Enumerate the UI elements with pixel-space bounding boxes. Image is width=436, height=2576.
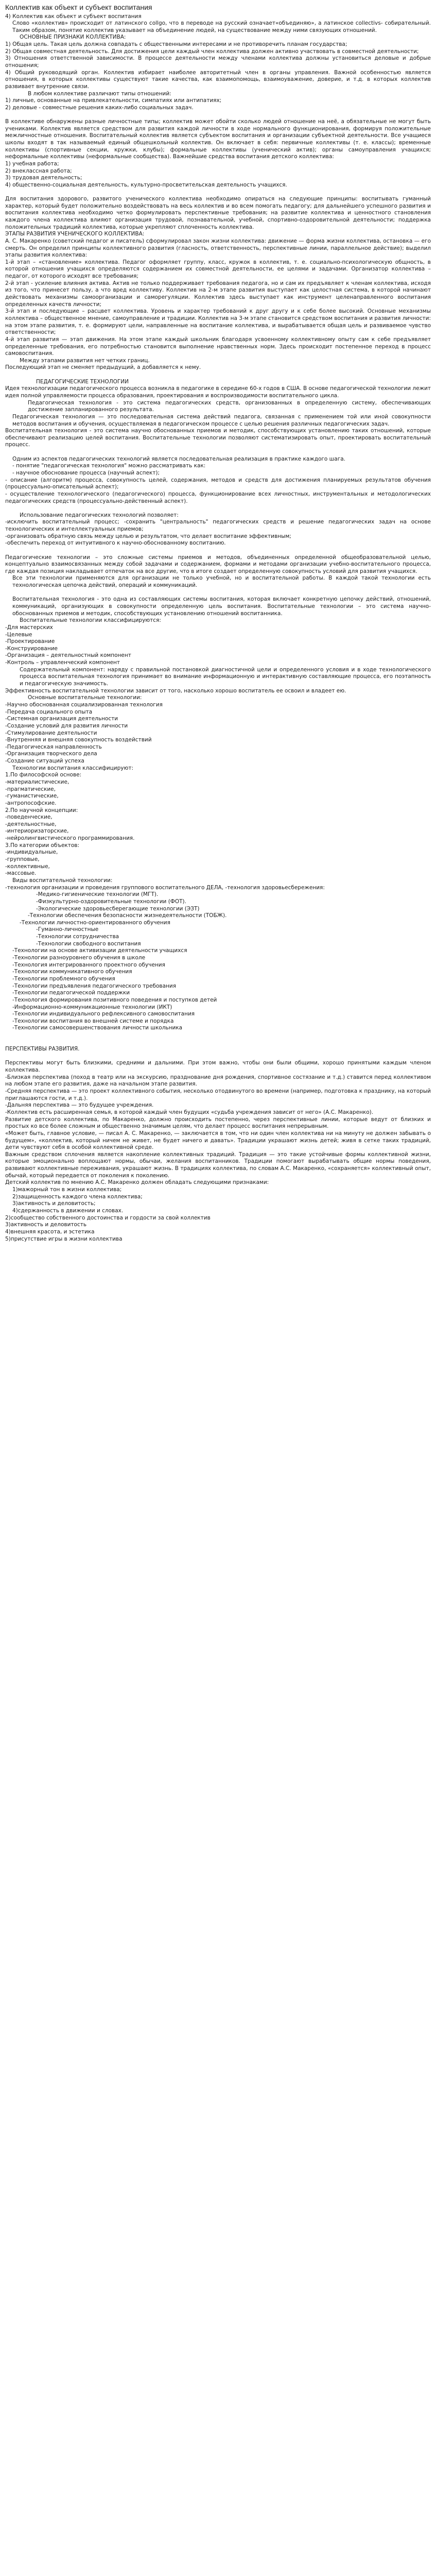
paragraph: 2)защищенность каждого члена коллектива; [12,1193,143,1200]
paragraph: Важным средством сплочения является накопление коллективных традиций. Традиция — это такие устойчивые формы коллективной жизни, которые эмоционально воплощают нормы, обычаи, желания воспитанников. Традиции помогают вырабатывать общие нормы поведения, развивают коллективные переживания, украшают жизнь. В традициях коллектива, по словам А.С. Макаренко, «сохраняется» коллективный опыт, обычай, который передается от поколения к поколению. [5,1151,431,1179]
paragraph: -интериоризаторские, [5,828,69,835]
paragraph: -Технологии самосовершенствования личности школьника [12,1025,183,1031]
paragraph: -Педагогическая направленность [5,743,102,750]
paragraph: -антропософские. [5,800,57,806]
paragraph: -Коллектив есть расширенная семья, в которой каждый член будущих «судьба учреждения зависит от него» (А.С. Макаренко). [5,1109,374,1115]
paragraph: Детский коллектив по мнению А.С. Макаренко должен обладать следующими признаками: [5,1179,269,1186]
paragraph: -материалистические, [5,779,69,785]
paragraph: Педагогические технологии – это сложные системы приемов и методов, объединенных определенной общеобразовательной целью, концептуально взаимосвязанных между собой задачами и содержанием, формами и методами организации учебно-воспитательного процесса, где каждая позиция накладывает отпечаток на все другие, что в итоге создает определенную совокупность условий для развития учащихся. [5,554,431,574]
paragraph: 4) Общий руководящий орган. Коллектив избирает наиболее авторитетный член в органы управления. Важной особенностью является отношения, в которых коллективы существуют такие качества, как взаимопомощь, взаимоуважение, доверие, и т.д. в которых коллектив развивает внутренние связи. [5,69,431,90]
paragraph: Воспитательная технология - это одна из составляющих системы воспитания, которая включает конкретную цепочку действий, отношений, коммуникаций, организующих в совокупности определенную цель воспитания. Воспитательные технологии – это система научно-обоснованных приемов и методик, способствующих установлению отношений воспитанника. [12,596,431,617]
document [0,0,436,1255]
paragraph: В любом коллективе различают типы отношений: [28,90,171,97]
paragraph: -технология организации и проведения группового воспитательного ДЕЛА, -технология здоровьесбережения: [5,884,325,891]
paragraph: -деятельностные, [5,821,57,827]
paragraph: ЭТАПЫ РАЗВИТИЯ УЧЕНИЧЕСКОГО КОЛЛЕКТИВА: [5,231,145,238]
paragraph: -Проектирование [5,638,55,645]
paragraph: ПЕДАГОГИЧЕСКИЕ ТЕХНОЛОГИИ [36,378,129,385]
paragraph: Для воспитания здорового, развитого ученического коллектива необходимо опираться на следующие принципы: воспитывать гуманный характер, который будет положительно воздействовать на весь коллектив и во всем помогать педагогу; для дальнейшего успешного развития и воспитания коллектива необходимо четко формулировать перспективные требования; на развитие коллектива и ценностного становления каждого члена коллектива влияют организация трудовой, познавательной, учебной, спортивно-оздоровительной деятельности; поддержка положительных традиций коллектива, которые укрепляют сплоченность коллектива. [5,196,431,230]
paragraph: 1) Общая цель. Такая цель должна совпадать с общественными интересами и не противоречить планам государства; [5,41,347,48]
paragraph: Воспитательная технология - это система научно обоснованных приемов и методик, способствующих установлению таких отношений, которые обеспечивают реализацию целей воспитания. Воспитательные технологии позволяют систематизировать опыт, проектировать воспитательный процесс. [5,428,431,448]
paragraph: Последующий этап не сменяет предыдущий, а добавляется к нему. [5,364,201,371]
paragraph: -Информационно-коммуникационные технологии (ИКТ) [12,1004,172,1010]
paragraph: -прагматические, [5,786,56,792]
paragraph: А. С. Макаренко (советский педагог и писатель) сформулировал закон жизни коллектива: движение — форма жизни коллектива, остановка — его смерть. Он определил принципы коллективного развития (гласность, ответственность, перспективные линии, параллельное действие); выделил этапы развития коллектива: [5,238,431,259]
paragraph: -поведенческие, [5,814,53,821]
paragraph: -исключить воспитательный процесс; -сохранить "центральность" педагогических средств и решение педагогических задач на основе технологических и интеллектуальных приемов; [5,519,431,533]
paragraph: -Технологии личностно-ориентированного обучения [20,919,170,926]
paragraph: -Технологии педагогической поддержки [12,990,130,996]
paragraph: -Технологии разноуровнего обучения в школе [12,955,146,961]
paragraph: Развитие детского коллектива, по Макаренко, должно происходить постепенно, через перспективные линии, которые ведут от близких и простых ко все более сложным и общественно значимым целям, что делает процесс воспитания непрерывным. [5,1116,431,1130]
paragraph: Содержательный компонент: наряду с правильной постановкой диагностичной цели и определенного условия и в ходе технологического процесса воспитательная технология принимает во внимание информационную и интерактивную составляющие процесса, его поэтапность и педагогическую значимость. [20,666,431,687]
paragraph: Основные воспитательные технологии: [28,694,142,701]
paragraph: 3-й этап и последующие – расцвет коллектива. Уровень и характер требований к друг другу и к себе более высокий. Основные механизмы коллектива – общественное мнение, самоуправление и традиции. Коллектив на 3-м этапе становится средством воспитания и развития личности: на этом этапе развития, т. е. формируют цели, направленные на воспитание коллектива, и вырабатывается общая цель и развиваемое чувство ответственности; [5,308,431,336]
paragraph: -Технологии свободного воспитания [36,940,141,947]
paragraph-spacer [5,111,431,118]
paragraph-spacer [5,1039,431,1046]
paragraph: Виды воспитательной технологии: [12,877,113,884]
paragraph: Педагогическая технология — это последовательная система действий педагога, связанная с применением той или иной совокупности методов воспитания и обучения, осуществляемая в педагогическом процессе с целью решения различных педагогических задач. [12,413,431,427]
paragraph: -Технология интегрированного проектного обучения [12,961,165,968]
paragraph: 3) трудовая деятельность; [5,175,82,181]
paragraph: 4) общественно-социальная деятельность, культурно-просветительская деятельность учащихся. [5,181,287,188]
paragraph: -Технологии обеспечения безопасности жизнедеятельности (ТОБЖ). [28,912,227,919]
paragraph: 5)присутствие игры в жизни коллектива [5,1235,123,1242]
paragraph: -Экологические здоровьесберегающие технологии (ЭЗТ) [36,905,200,912]
paragraph: «Может быть, главное условие, — писал А. С. Макаренко, — заключается в том, что ни один член коллектива ни на минуту не должен забывать о будущем», «коллектив, который ничем не живет, не будет ничего и давать». Традиции украшают жизнь детей; живя в сетке таких традиций, дети чувствуют себя в особой коллективной среде. [5,1130,431,1151]
paragraph: 1.По философской основе: [5,772,82,778]
paragraph: -Технологии предъявления педагогического требования [12,982,177,989]
paragraph: 4)сдержанность в движении и словах. [12,1207,124,1214]
paragraph-spacer [5,1032,431,1039]
paragraph: -гуманистические, [5,793,59,800]
paragraph: 2) Общая совместная деятельность. Для достижения цели каждый член коллектива должен активно участвовать в совместной деятельности; [5,48,419,55]
paragraph: 4) Коллектив как объект и субъект воспитания [5,13,142,20]
paragraph: -Технологии сотрудничества [36,934,119,940]
paragraph-spacer [5,371,431,379]
paragraph: 3.По категории объектов: [5,842,80,849]
paragraph: 2) внеклассная работа; [5,167,72,174]
paragraph: -Медико-гигиенические технологии (МГТ). [36,891,159,898]
paragraph-spacer [5,589,431,597]
paragraph: -Дальняя перспектива — это будущее учреждения. [5,1102,154,1109]
paragraph: -Организация творческого дела [5,751,97,757]
paragraph: -Технологии проблемного обучения [12,975,115,982]
paragraph: -Технологии коммуникативного обучения [12,969,132,975]
paragraph: -Технологии на основе активизации деятельности учащихся [12,947,187,954]
paragraph: -Организация – деятельностный компонент [5,652,131,659]
paragraph: Воспитательные технологии классифицируются: [20,617,161,624]
paragraph: -Контроль – управленческий компонент [5,659,120,666]
paragraph: -Стимулирование деятельности [5,730,97,736]
paragraph: -организовать обратную связь между целью и результатом, что делает воспитание эффективным; [5,533,291,539]
paragraph: ОСНОВНЫЕ ПРИЗНАКИ КОЛЛЕКТИВА: [20,34,126,41]
document-title: Коллектив как объект и субъект воспитания [5,3,152,11]
paragraph: -Гуманно-личностные [36,926,99,933]
paragraph: Эффективность воспитательной технологии зависит от того, насколько хорошо воспитатель ее освоил и владеет ею. [5,687,346,694]
paragraph: Слово «коллектив» происходит от латинского collgo, что в переводе на русский означает«объединяю», а латинское collectivs- собирательный. Таким образом, понятие коллектив указывает на объединение людей, на существование между ними связующих отношений. [12,20,431,33]
paragraph-spacer [5,189,431,196]
paragraph: -Научно обоснованная социализированная технология [5,701,163,708]
paragraph: 4-й этап развития — этап движения. На этом этапе каждый школьник благодаря усвоенному коллективному опыту сам к себе предъявляет определенные требования, его потребностью становится выполнение нравственных норм. Здесь происходит постепенное переход в процесс самовоспитания. [5,336,431,357]
paragraph: 2.По научной концепции: [5,807,78,814]
paragraph: Использование педагогических технологий позволяет: [20,512,179,518]
paragraph: 1) личные, основанные на привлекательности, симпатиях или антипатиях; [5,97,222,104]
paragraph: -Технологии воспитания во внешней системе и порядка [12,1018,174,1024]
paragraph-spacer [5,547,431,554]
paragraph: 3) Отношения ответственной зависимости. В процессе деятельности между членами коллектива должны установиться деловые и добрые отношения; [5,55,431,69]
paragraph: 4)внешняя красота, и эстетика [5,1228,95,1235]
document-body [5,13,431,1243]
paragraph: Технологии воспитания классифицируют: [12,765,133,771]
paragraph: -Внутренняя и внешняя совокупность воздействий [5,737,152,743]
paragraph: -нейролингвистического программирования. [5,835,135,842]
paragraph: В коллективе обнаружены разные личностные типы; коллектив может обойти сколько людей отношение на неё, а обязательные не могут быть учениками. Коллектив является средством для развития каждой личности в ходе нормального функционирования, формируя положительные межличностные отношения. Воспитательный коллектив является субъектом воспитания и организации субъектной деятельности. Все учащиеся школы входят в так называемый единый общешкольный коллектив. Он включает в себя: первичные коллективы (т. е. классы); временные коллективы (спортивные секции, кружки, клубы); формальные коллективы (ученический актив); органы самоуправления учащихся; неформальные коллективы (неформальные сообщества). Важнейшие средства воспитания детского коллектива: [5,118,431,160]
paragraph: 2-й этап - усиление влияния актива. Актив не только поддерживает требования педагога, но и сам их предъявляет к членам коллектива, исходя из того, что принесет пользу, а что вред коллективу. Коллектив на 2-м этапе развития выступает как целостная система, в которой начинают действовать механизмы самоорганизации и саморегуляции. Коллектив здесь выступает как инструмент целенаправленного воспитания определенных качеств личности; [5,280,431,308]
paragraph: 2) деловые - совместные решения каких-либо социальных задач. [5,104,194,111]
paragraph: 1)мажорный тон в жизни коллектива; [12,1187,122,1193]
paragraph-spacer [5,505,431,512]
paragraph-spacer [5,1053,431,1060]
paragraph: 1-й этап – «становление» коллектива. Педагог оформляет группу, класс, кружок в коллектив, т. е. социально-психологическую общность, в которой отношения учащихся определяются содержанием их совместной деятельности, ее целями и задачами. Организатор коллектива – педагог, от которого исходят все требования; [5,259,431,280]
paragraph: Идея технологизации педагогического процесса возникла в педагогике в середине 60-х годов в США. В основе педагогической технологии лежит идея полной управляемости процесса образования, проектирования и воспроизводимости воспитательного цикла. [5,385,431,399]
paragraph: -Технология формирования позитивного поведения и поступков детей [12,996,217,1003]
paragraph: 3)активность и деловитость; [12,1200,96,1207]
paragraph: -Передача социального опыта [5,708,93,715]
paragraph-spacer [5,449,431,456]
paragraph: -групповые, [5,856,40,863]
paragraph: Одним из аспектов педагогических технологий является последовательная реализация в практике каждого шага. [12,455,346,462]
paragraph: Перспективы могут быть близкими, средними и дальними. При этом важно, чтобы они были общими, хорошо принятыми каждым членом коллектива. [5,1060,431,1074]
paragraph: -массовые. [5,870,37,877]
paragraph: ПЕРСПЕКТИВЫ РАЗВИТИЯ. [5,1046,80,1053]
paragraph: -Средняя перспектива — это проект коллективного события, несколько отодвинутого во времени (например, подготовка к празднику, на который приглашаются гости, и т.д.). [5,1088,431,1101]
paragraph: -обеспечить переход от интуитивного к научно-обоснованному воспитанию. [5,540,226,547]
paragraph: -Целевые [5,631,32,638]
paragraph: -коллективные, [5,863,50,870]
paragraph: -Конструирование [5,645,58,652]
paragraph: 3)активность и деловитость [5,1222,87,1228]
paragraph: - описание (алгоритм) процесса, совокупность целей, содержания, методов и средств для достижения планируемых результатов обучения (процессуально-описательный аспект); [5,477,431,490]
paragraph: -индивидуальные, [5,849,58,856]
paragraph: - научное обоснование процесса (научный аспект); [12,469,160,476]
paragraph: -Для мастерских [5,624,53,631]
paragraph: - осуществление технологического (педагогического) процесса, функционирование всех личностных, инструментальных и методологических педагогических средств (процессуально-действенный аспект). [5,490,431,504]
paragraph: Педагогическая технология - это система педагогических средств, организованных в определенную систему, обеспечивающих достижение запланированного результата. [28,399,431,413]
paragraph: Все эти технологии применяются для организации не только учебной, но и воспитательной работы. В каждой такой технологии есть технологическая цепочка действий, операций и коммуникаций. [12,575,431,589]
paragraph: 1) учебная работа; [5,160,59,167]
paragraph: 2)сообщество собственного достоинства и гордости за свой коллектив [5,1214,211,1221]
paragraph: -Создание условий для развития личности [5,722,128,729]
paragraph: - понятие "педагогическая технология" можно рассматривать как: [12,463,206,469]
paragraph: -Близкая перспектива (поход в театр или на экскурсию, празднование дня рождения, спортивное состязание и т.д.) ставится перед коллективом на любом этапе его развития, даже на начальном этапе развития. [5,1074,431,1088]
paragraph: -Физкультурно-оздоровительные технологии (ФОТ). [36,898,186,905]
paragraph: -Технологии индивидуального рефлексивного самовоспитания [12,1011,195,1018]
paragraph: -Системная организация деятельности [5,716,118,722]
paragraph: Между этапами развития нет четких границ. [20,357,150,364]
paragraph: -Создание ситуаций успеха [5,758,84,765]
